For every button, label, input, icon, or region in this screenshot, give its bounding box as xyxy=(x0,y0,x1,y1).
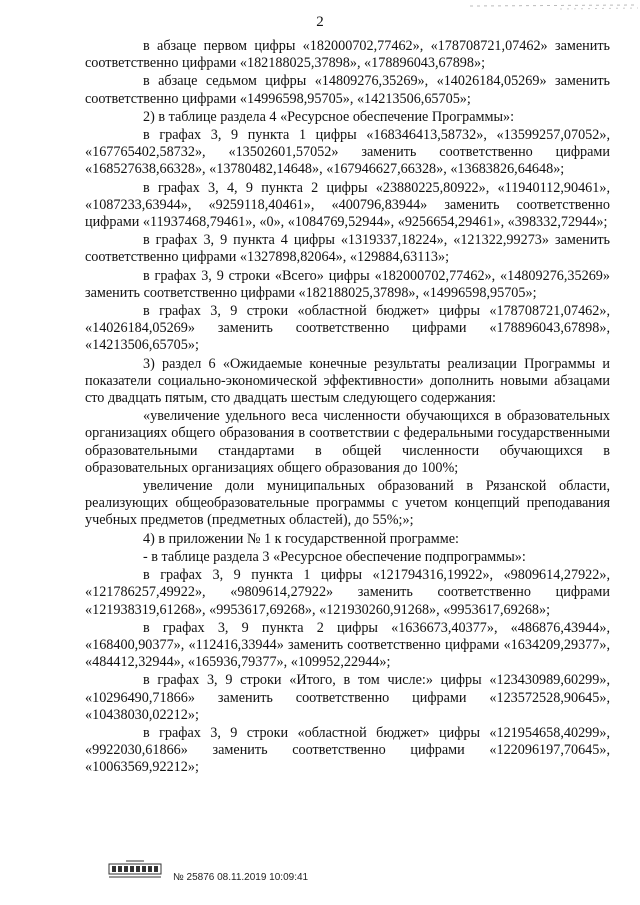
registration-footer xyxy=(108,858,408,892)
registration-stamp: № 25876 08.11.2019 10:09:41 xyxy=(173,872,309,883)
paragraph: в графах 3, 9 строки «Всего» цифры «182000702,77462», «14809276,35269» заменить соответственно цифрами «182188025,37898», «14996598,95705»; xyxy=(85,267,610,301)
paragraph: в графах 3, 9 строки «областной бюджет» цифры «121954658,40299», «9922030,61866» заменить соответственно цифрами «122096197,70645», «10063569,92212»; xyxy=(85,724,610,776)
paragraph: 4) в приложении № 1 к государственной программе: xyxy=(143,530,459,547)
paragraph: 3) раздел 6 «Ожидаемые конечные результаты реализации Программы и показатели социально-экономической эффективности» дополнить новыми абзацами сто двадцать пятым, сто двадцать шестым следующего содержания: xyxy=(85,355,610,407)
paragraph: в графах 3, 9 строки «областной бюджет» цифры «178708721,07462», «14026184,05269» заменить соответственно цифрами «178896043,67898», «14213506,65705»; xyxy=(85,303,610,354)
paragraph: увеличение доли муниципальных образований в Рязанской области, реализующих общеобразовательные программы с учетом концепций преподавания учебных предметов (предметных областей), до 55%;»; xyxy=(85,478,610,529)
registry-logo-icon xyxy=(108,858,162,880)
scan-artifact xyxy=(440,0,640,10)
paragraph: в графах 3, 9 пункта 4 цифры «1319337,18224», «121322,99273» заменить соответственно цифрами «1327898,82064», «129884,63113»; xyxy=(85,232,610,266)
paragraph: в графах 3, 9 пункта 2 цифры «1636673,40377», «486876,43944», «168400,90377», «112416,33944» заменить соответственно цифрами «1634209,29377», «484412,32944», «165936,79377», «109952,22944»; xyxy=(85,619,610,671)
paragraph: - в таблице раздела 3 «Ресурсное обеспечение подпрограммы»: xyxy=(143,548,526,565)
paragraph: в графах 3, 9 пункта 1 цифры «121794316,19922», «9809614,27922», «121786257,49922», «9809614,27922» заменить соответственно цифрами «121938319,61268», «9953617,69268», «121930260,91268», «9953617,69268»; xyxy=(85,567,610,618)
paragraph: «увеличение удельного веса численности обучающихся в образовательных организациях общего образования в соответствии с федеральными государственными образовательными стандартами в общей численности обучающихся в образовательных организациях общего образования до 100%; xyxy=(85,408,610,476)
page-number: 2 xyxy=(316,14,324,30)
paragraph: в графах 3, 9 строки «Итого, в том числе:» цифры «123430989,60299», «10296490,71866» заменить соответственно цифрами «123572528,90645», «10438030,02212»; xyxy=(85,672,610,723)
paragraph: в графах 3, 9 пункта 1 цифры «168346413,58732», «13599257,07052», «167765402,58732», «13502601,57052» заменить соответственно цифрами «168527638,66328», «13780482,14648», «167946627,66328», «13683826,64648»; xyxy=(85,127,610,178)
paragraph: 2) в таблице раздела 4 «Ресурсное обеспечение Программы»: xyxy=(143,108,515,125)
paragraph: в абзаце седьмом цифры «14809276,35269», «14026184,05269» заменить соответственно цифрами «14996598,95705», «14213506,65705»; xyxy=(85,73,610,107)
paragraph: в абзаце первом цифры «182000702,77462», «178708721,07462» заменить соответственно цифрами «182188025,37898», «178896043,67898»; xyxy=(85,38,610,72)
document-body xyxy=(85,38,610,777)
paragraph: в графах 3, 4, 9 пункта 2 цифры «23880225,80922», «11940112,90461», «1087233,63944», «9259118,40461», «400796,83944» заменить соответственно цифрами «11937468,79461», «0», «1084769,52944», «9256654,29461», «398332,72944»; xyxy=(85,179,610,231)
